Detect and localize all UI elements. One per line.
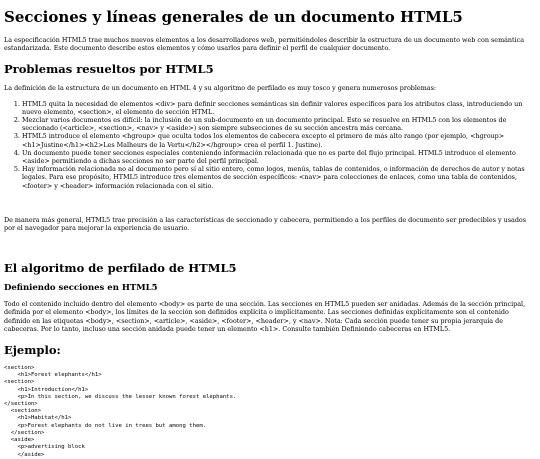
- problems-list: [4, 100, 536, 190]
- sections-subheading: Definiendo secciones en HTML5: [4, 283, 158, 294]
- problems-conclusion: De manera más general, HTML5 trae precisión a las características de seccionado y cabecera, permitiendo a los perfiles de documento ser predecibles y usados por el navegador para mejorar la experiencia de usuario.: [4, 215, 527, 233]
- page-title: Secciones y líneas generales de un documento HTML5: [4, 8, 463, 26]
- example-heading: Ejemplo:: [4, 343, 61, 358]
- intro-paragraph: La especificación HTML5 trae muchos nuevos elementos a los desarrolladores web, permitiéndoles describir la estructura de un documento web con semántica estandarizada. Este documento describe estos elementos y cómo usarlos para definir el perfil de cualquier documento.: [4, 36, 525, 53]
- spacer: [4, 204, 536, 216]
- problems-heading: Problemas resueltos por HTML5: [4, 62, 214, 77]
- problems-lead: La definición de la estructura de un documento en HTML 4 y su algoritmo de perfilado es muy tosco y genera numerosos problemas:: [4, 84, 437, 93]
- algorithm-heading: El algoritmo de perfilado de HTML5: [4, 261, 237, 276]
- list-item: 2. Mezclar varios documentos es difícil: la inclusión de un sub-documento en un documento principal. Esto se resuelve en HTML5 con los elementos de seccionado (<article>, <section>, <nav> y <aside>) son siempre subsecciones de su sección ancestra más cercana.: [22, 116, 536, 132]
- list-item: 5. Hay información relacionada no al documento pero sí al sitio entero, como logos, menús, tablas de contenidos, o información de derechos de autor y notas legales. Para ese propósito, HTML5 introduce tres elementos de sección específicos: <nav> para colecciones de enlaces, como una tabla de contenidos, <footer> y <header> información relacionada con el sitio.: [22, 165, 536, 190]
- sections-paragraph: Todo el contenido incluido dentro del elemento <body> es parte de una sección. Las secciones en HTML5 pueden ser anidadas. Además de la sección principal, definida por el elemento <body>, los límites de la sección son definidos explícita o implícitamente. Las secciones definidas explícitamente son el contenido definido en las etiquetas <body>, <section>, <article>, <aside>, <footer>, <header>, y <nav>. Nota: Cada sección puede tener su propia jerarquía de cabeceras. Por lo tanto, incluso una sección anidada puede tener un elemento <h1>. Consulte también Definiendo cabeceras en HTML5.: [4, 300, 526, 333]
- list-item: 3. HTML5 introduce el elemento <hgroup> que oculta todos los elementos de cabecera excepto el primero de más alto rango (por ejemplo, <hgroup><h1>Justine</h1><h2>Les Malheurs de la Vertu</h2></hgroup> crea el perfil 1. Justine).: [22, 132, 536, 148]
- list-item: 1. HTML5 quita la necesidad de elementos <div> para definir secciones semánticas sin definir valores específicos para los atributos class, introduciendo un nuevo elemento, <section>, el elemento de sección HTML.: [22, 100, 536, 116]
- spacer: [4, 239, 536, 251]
- list-item: 4. Un documento puede tener secciones especiales conteniendo información relacionada que no es parte del flujo principal. HTML5 introduce el elemento <aside> permitiendo a dichas secciones no ser parte del perfil principal.: [22, 149, 536, 165]
- code-example: <section> <h1>Forest elephants</h1> <section> <h1>Introduction</h1> <p>In this section, we discuss the lesser known forest elephants. </section> <section> <h1>Habitat</h1> <p>Forest elephants do not live in trees but among them. </section> <aside> <p>advertising block </aside>: [4, 365, 237, 458]
